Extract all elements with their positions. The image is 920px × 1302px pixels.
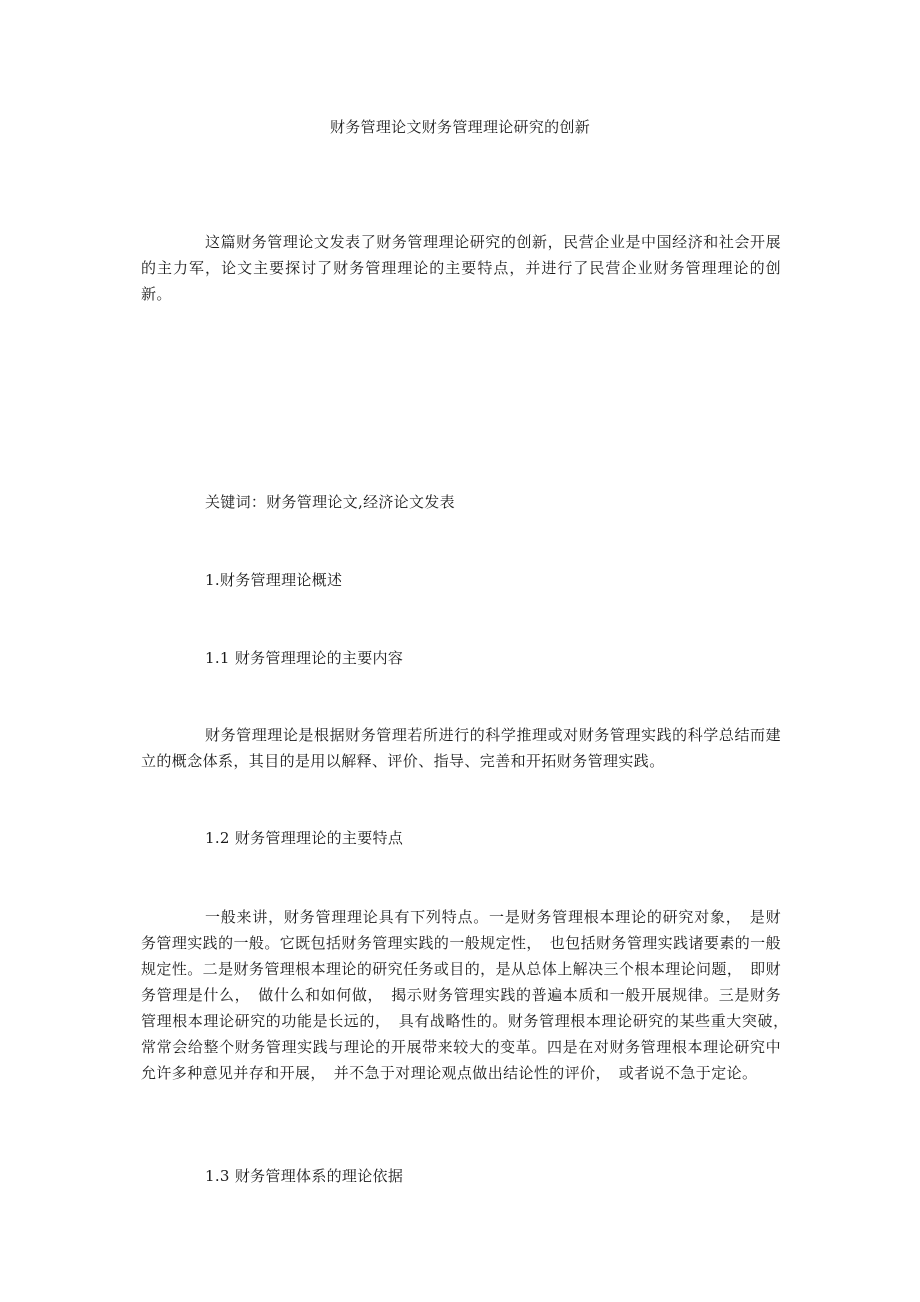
section-1-2-body: 一般来讲，财务管理理论具有下列特点。一是财务管理根本理论的研究对象， 是财务管理实践的一般。它既包括财务管理实践的一般规定性， 也包括财务管理实践诸要素的一般规定性。二是财务管理根本理论的研究任务或目的，是从总体上解决三个根本理论问题， 即财务管理是什么， 做什么和如何做， 揭示财务管理实践的普遍本质和一般开展规律。三是财务管理根本理论研究的功能是长远的， 具有战略性的。财务管理根本理论研究的某些重大突破， 常常会给整个财务管理实践与理论的开展带来较大的变革。四是在对财务管理根本理论研究中允许多种意见并存和开展， 并不急于对理论观点做出结论性的评价， 或者说不急于定论。 [141, 908, 797, 1082]
abstract-paragraph: 这篇财务管理论文发表了财务管理理论研究的创新，民营企业是中国经济和社会开展的主力军，论文主要探讨了财务管理理论的主要特点，并进行了民营企业财务管理理论的创新。 [141, 233, 781, 303]
keywords-line: 关键词：财务管理论文,经济论文发表 [205, 493, 455, 511]
section-1-2-heading: 1.2 财务管理理论的主要特点 [205, 829, 404, 847]
document-title: 财务管理论文财务管理理论研究的创新 [329, 118, 591, 136]
section-1-1-body: 财务管理理论是根据财务管理若所进行的科学推理或对财务管理实践的科学总结而建立的概念体系，其目的是用以解释、评价、指导、完善和开拓财务管理实践。 [141, 726, 781, 770]
section-1-1-heading: 1.1 财务管理理论的主要内容 [205, 649, 404, 667]
section-1-heading: 1.财务管理理论概述 [205, 571, 343, 589]
section-1-3-heading: 1.3 财务管理体系的理论依据 [205, 1167, 404, 1185]
